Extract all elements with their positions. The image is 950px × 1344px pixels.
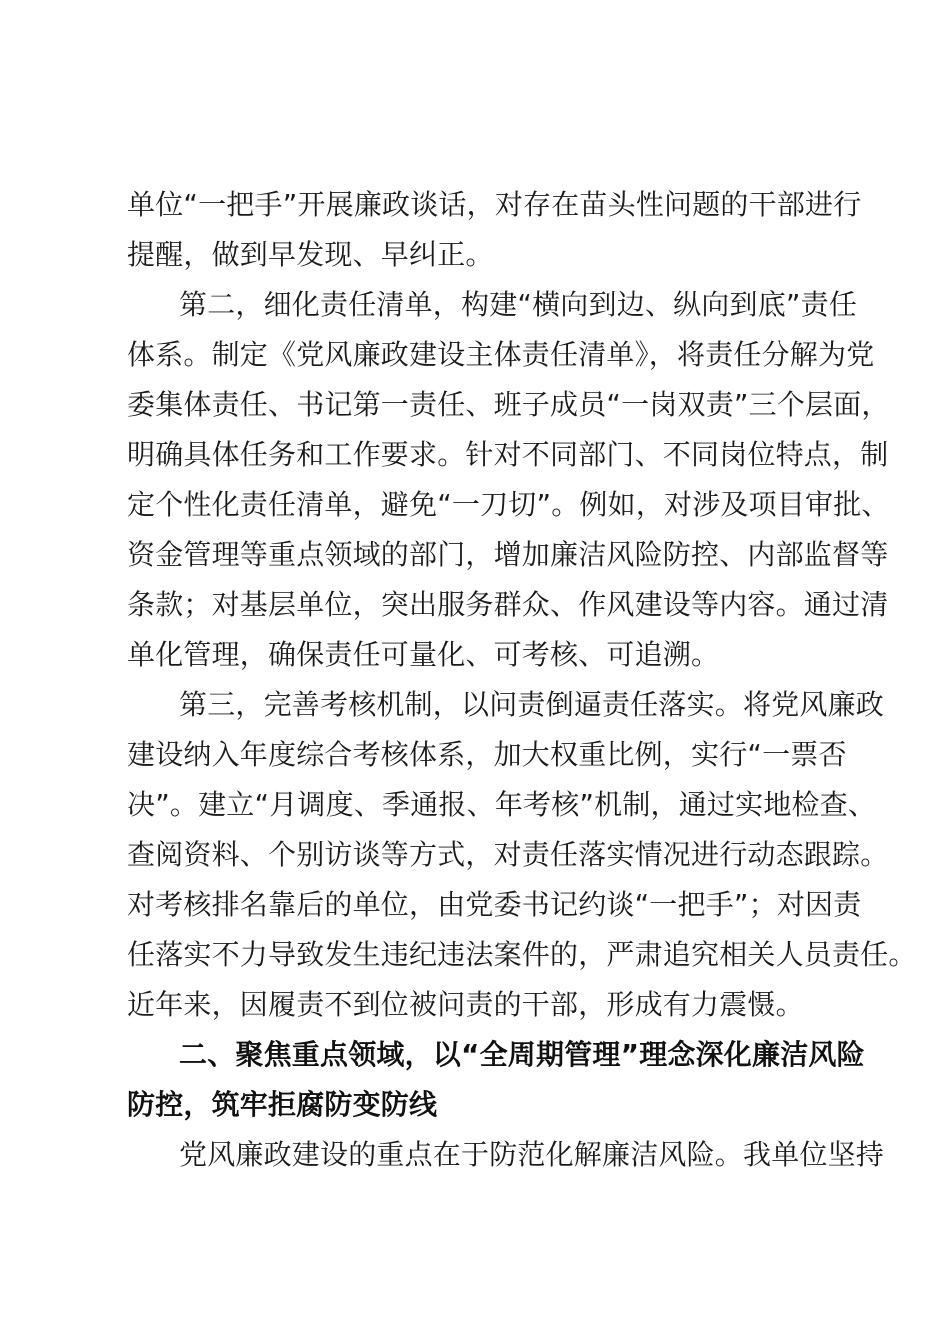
text-line: 体系。制定《党风廉政建设主体责任清单》，将责任分解为党 (127, 338, 875, 371)
text-line: 近年来，因履责不到位被问责的干部，形成有力震慑。 (127, 988, 804, 1021)
text-line: 定个性化责任清单，避免“一刀切”。例如，对涉及项目审批、 (127, 488, 890, 521)
text-line: 明确具体任务和工作要求。针对不同部门、不同岗位特点，制 (127, 438, 889, 471)
text-line: 建设纳入年度综合考核体系，加大权重比例，实行“一票否 (127, 738, 847, 771)
text-line: 条款；对基层单位，突出服务群众、作风建设等内容。通过清 (127, 588, 889, 621)
text-line: 提醒，做到早发现、早纠正。 (127, 238, 494, 271)
section-heading-line: 二、聚焦重点领域，以“全周期管理”理念深化廉洁风险 (179, 1038, 865, 1071)
text-line: 资金管理等重点领域的部门，增加廉洁风险防控、内部监督等 (127, 538, 889, 571)
section-heading-line: 防控，筑牢拒腐防变防线 (127, 1088, 438, 1121)
text-line: 单位“一把手”开展廉政谈话，对存在苗头性问题的干部进行 (127, 188, 862, 221)
text-line: 查阅资料、个别访谈等方式，对责任落实情况进行动态跟踪。 (127, 838, 889, 871)
text-line: 委集体责任、书记第一责任、班子成员“一岗双责”三个层面， (127, 388, 890, 421)
text-line: 任落实不力导致发生违纪违法案件的，严肃追究相关人员责任。 (127, 938, 917, 971)
paragraph-start-line: 第二，细化责任清单，构建“横向到边、纵向到底”责任 (179, 288, 858, 321)
text-line: 单化管理，确保责任可量化、可考核、可追溯。 (127, 638, 720, 671)
text-line: 对考核排名靠后的单位，由党委书记约谈“一把手”；对因责 (127, 888, 862, 921)
paragraph-start-line: 第三，完善考核机制，以问责倒逼责任落实。将党风廉政 (179, 688, 885, 721)
paragraph-start-line: 党风廉政建设的重点在于防范化解廉洁风险。我单位坚持 (179, 1138, 885, 1171)
text-line: 决”。建立“月调度、季通报、年考核”机制，通过实地检查、 (127, 788, 877, 821)
